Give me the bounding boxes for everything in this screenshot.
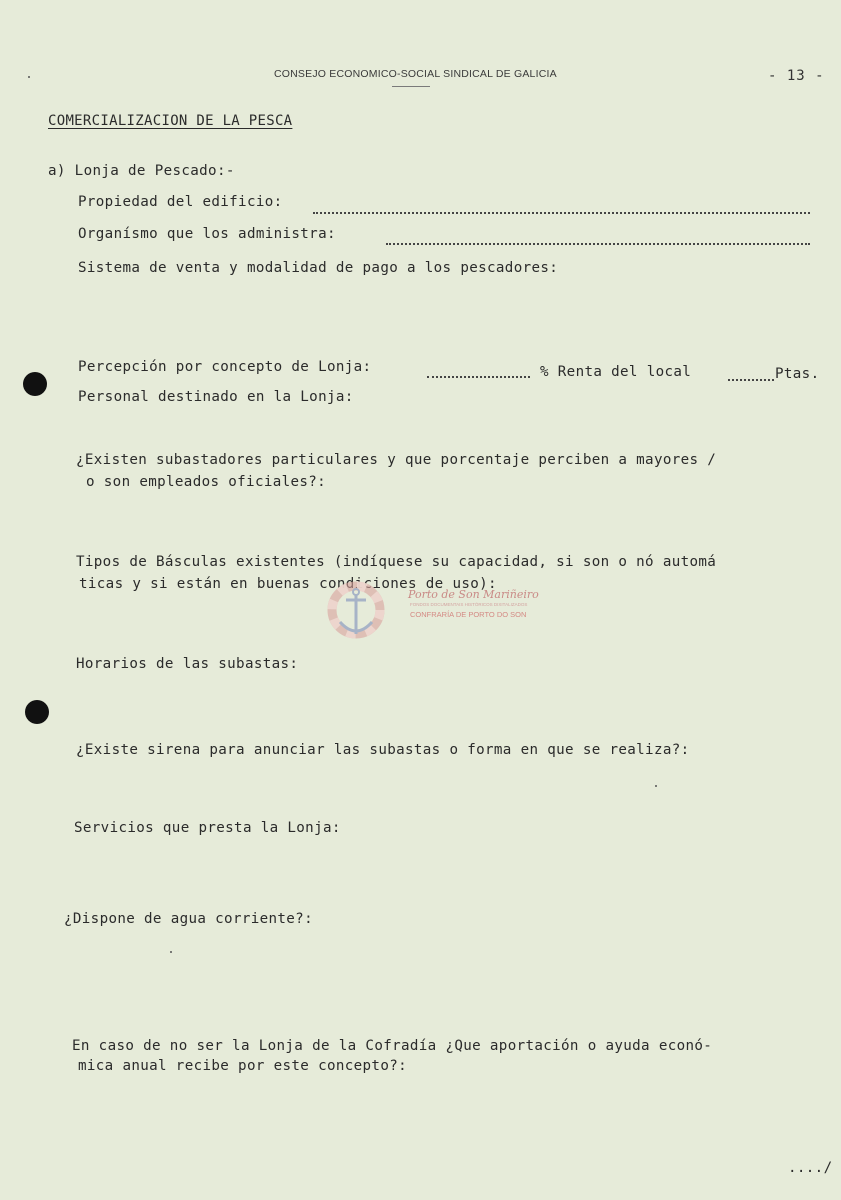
propiedad-label: Propiedad del edificio: bbox=[78, 194, 283, 210]
subastadores-line-2: o son empleados oficiales?: bbox=[86, 474, 327, 490]
page-number: - 13 - bbox=[768, 68, 825, 84]
section-title: COMERCIALIZACION DE LA PESCA bbox=[48, 113, 293, 129]
servicios-label: Servicios que presta la Lonja: bbox=[74, 820, 341, 836]
renta-label: % Renta del local bbox=[540, 364, 692, 380]
speck bbox=[28, 76, 30, 78]
punch-hole-top bbox=[23, 372, 47, 396]
personal-label: Personal destinado en la Lonja: bbox=[78, 389, 354, 405]
basculas-line-1: Tipos de Básculas existentes (indíquese su capacidad, si son o nó automá bbox=[76, 554, 717, 570]
stamp-line-3: CONFRARÍA DE PORTO DO SON bbox=[410, 610, 527, 619]
stamp-line-2: FONDOS DOCUMENTAIS HISTÓRICOS DIXITALIZADOS bbox=[410, 602, 528, 607]
agua-label: ¿Dispone de agua corriente?: bbox=[64, 911, 313, 927]
propiedad-dotted-line bbox=[313, 212, 810, 214]
continuation-mark: ..../ bbox=[788, 1160, 833, 1176]
basculas-line-2: ticas y si están en buenas condiciones de uso): bbox=[79, 576, 497, 592]
header-title: CONSEJO ECONOMICO-SOCIAL SINDICAL DE GALICIA bbox=[274, 68, 557, 80]
subastadores-line-1: ¿Existen subastadores particulares y que porcentaje perciben a mayores / bbox=[76, 452, 717, 468]
percepcion-label: Percepción por concepto de Lonja: bbox=[78, 359, 372, 375]
punch-hole-bottom bbox=[25, 700, 49, 724]
organismo-label: Organísmo que los administra: bbox=[78, 226, 336, 242]
percepcion-dotted-line bbox=[427, 376, 530, 378]
lifebuoy-anchor-icon bbox=[322, 576, 402, 646]
item-a-heading: a) Lonja de Pescado:- bbox=[48, 163, 235, 179]
sirena-label: ¿Existe sirena para anunciar las subastas o forma en que se realiza?: bbox=[76, 742, 690, 758]
archive-stamp bbox=[322, 576, 539, 646]
cofradia-line-1: En caso de no ser la Lonja de la Cofradía ¿Que aportación o ayuda econó- bbox=[72, 1038, 713, 1054]
horarios-label: Horarios de las subastas: bbox=[76, 656, 299, 672]
sistema-label: Sistema de venta y modalidad de pago a los pescadores: bbox=[78, 260, 559, 276]
renta-dotted-line bbox=[728, 379, 774, 381]
speck bbox=[655, 785, 657, 787]
speck bbox=[170, 951, 172, 953]
cofradia-line-2: mica anual recibe por este concepto?: bbox=[78, 1058, 407, 1074]
stamp-line-1: Porto de Son Mariñeiro bbox=[408, 588, 539, 601]
organismo-dotted-line bbox=[386, 243, 810, 245]
ptas-label: Ptas. bbox=[775, 366, 820, 382]
header-underline bbox=[392, 86, 430, 87]
